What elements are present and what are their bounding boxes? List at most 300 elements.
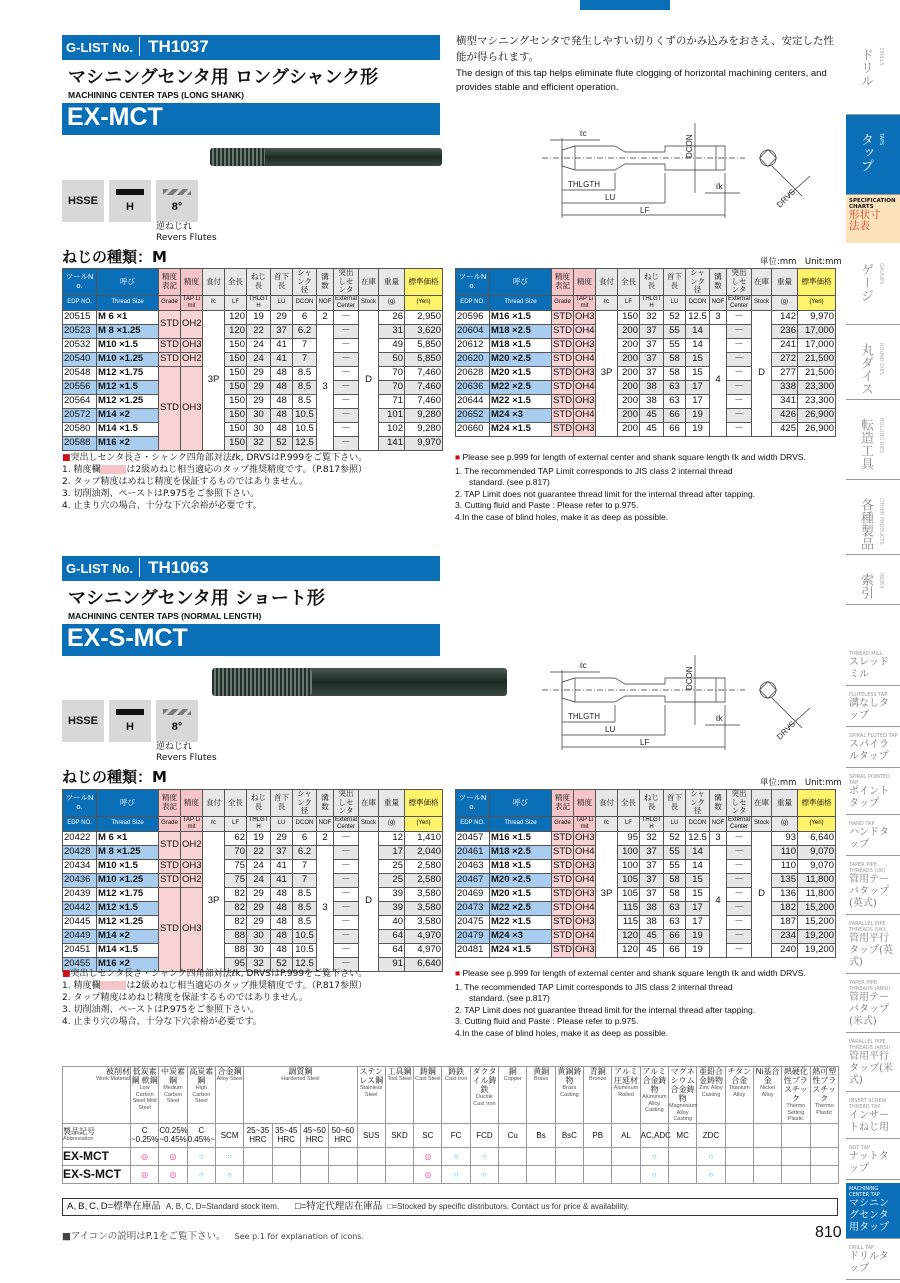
thread-length-cell: 37 xyxy=(640,859,664,873)
tap-limit-cell: OH4 xyxy=(575,409,595,420)
material-jp: 亜鉛合金鋳物 xyxy=(698,1067,723,1085)
external-center-cell: － xyxy=(727,310,752,324)
grade-cell: STD xyxy=(553,409,572,420)
external-center-cell: － xyxy=(727,831,752,845)
column-header-en: Grade xyxy=(159,816,181,831)
thread-size-cell: M24 ×3 xyxy=(490,408,552,422)
thread-size-cell: M 8 ×1.25 xyxy=(97,845,159,859)
double-circle-icon: ◎ xyxy=(414,1147,442,1165)
sidebar-item-label: 各種製品 xyxy=(858,498,873,550)
overall-length-cell: 100 xyxy=(618,845,640,859)
edp-number-cell: 20604 xyxy=(456,324,490,338)
edp-number-cell: 20479 xyxy=(456,929,490,943)
column-header-en: NOF xyxy=(710,816,727,831)
circle-icon: ○ xyxy=(187,1147,215,1165)
column-header: シャンク径 xyxy=(686,269,710,296)
empty-cell xyxy=(584,1165,612,1183)
empty-cell xyxy=(357,1165,385,1183)
column-header: 重量 xyxy=(379,269,405,296)
column-header-en: TAP Limit xyxy=(574,816,596,831)
overall-length-cell: 150 xyxy=(225,380,247,394)
overall-length-cell: 105 xyxy=(618,873,640,887)
column-header: 突出しセンタ xyxy=(334,269,359,296)
material-en: Ductile Cast Iron xyxy=(473,1094,496,1107)
tolerance-icon-h xyxy=(109,700,151,742)
material-en: Thermo Setting Plastic xyxy=(786,1103,806,1122)
neck-length-cell: 55 xyxy=(664,845,686,859)
table-header-row xyxy=(456,790,836,817)
overall-length-cell: 62 xyxy=(225,831,247,845)
sidebar-item-label: ゲージ xyxy=(858,263,873,302)
table-row xyxy=(456,859,836,873)
price-cell: 19,200 xyxy=(798,929,836,943)
price-cell: 3,620 xyxy=(405,324,443,338)
material-icon-hsse: HSSE xyxy=(62,180,104,222)
red-square-icon: ■ xyxy=(62,969,71,979)
price-cell: 26,900 xyxy=(798,422,836,436)
material-header xyxy=(668,1067,696,1124)
sidebar-sub-en: PARALLEL PIPE THREADS (ANSI) xyxy=(849,1039,891,1051)
material-en: Aluminum Alloy Casting xyxy=(642,1094,667,1113)
abbr-jp: 製品記号 xyxy=(63,1127,95,1137)
sidebar-item-round-dies[interactable] xyxy=(846,325,900,400)
pink-box-legend xyxy=(100,981,126,990)
material-header xyxy=(244,1067,357,1124)
overall-length-cell: 200 xyxy=(618,394,640,408)
edp-number-cell: 20434 xyxy=(63,859,97,873)
material-en: High Carbon Steel xyxy=(192,1085,211,1104)
merged-cell: D xyxy=(752,310,772,436)
neck-length-cell: 66 xyxy=(664,929,686,943)
abbr-en: Abbreviation xyxy=(63,1136,94,1143)
overall-length-cell: 150 xyxy=(225,436,247,450)
shank-diameter-cell: 19 xyxy=(686,422,710,436)
neck-length-cell: 48 xyxy=(271,943,293,957)
spec-charts-en: SPECIFICATION CHARTS xyxy=(849,198,896,210)
thread-length-cell: 30 xyxy=(247,422,271,436)
overall-length-cell: 120 xyxy=(618,929,640,943)
column-header: 在庫 xyxy=(359,790,379,817)
price-cell: 4,970 xyxy=(405,943,443,957)
material-en: Nickel Alloy xyxy=(760,1085,776,1098)
sidebar-sub-spiral-pointed-tap[interactable] xyxy=(846,771,900,815)
sidebar-sub-hand-tap[interactable] xyxy=(846,818,900,856)
shank-diameter-cell: 10.5 xyxy=(293,408,317,422)
edp-number-cell: 20461 xyxy=(456,845,490,859)
flute-icon xyxy=(156,700,217,764)
material-abbr: Cu xyxy=(499,1123,527,1147)
material-header xyxy=(640,1067,668,1124)
price-cell: 9,070 xyxy=(798,845,836,859)
column-header-en: Thread Size xyxy=(490,816,552,831)
thread-size-cell: M18 ×1.5 xyxy=(490,859,552,873)
flute-angle: 8° xyxy=(171,721,183,733)
edp-number-cell: 20612 xyxy=(456,338,490,352)
thread-size-cell: M 6 ×1 xyxy=(97,310,159,324)
price-cell: 17,000 xyxy=(798,324,836,338)
sidebar-sub-jp: 管用テーパタップ(米式) xyxy=(849,992,889,1027)
table-row xyxy=(63,408,443,422)
column-header: 食付 xyxy=(596,790,618,817)
table-row xyxy=(456,845,836,859)
column-header: 標準価格 xyxy=(798,790,836,817)
table-header-row xyxy=(63,269,443,296)
sidebar-item-drills[interactable] xyxy=(846,30,900,115)
stock-legend-en: A, B, C, D=Standard stock item. xyxy=(165,1202,280,1211)
price-cell: 6,640 xyxy=(405,957,443,971)
table-row xyxy=(456,887,836,901)
shank-diameter-cell: 14 xyxy=(686,324,710,338)
table-row xyxy=(63,380,443,394)
shank-diameter-cell: 15 xyxy=(686,352,710,366)
column-header-en: External Center xyxy=(335,816,358,830)
note-n3: 3. Cutting fluid and Paste : Please refer to p.975. xyxy=(455,500,639,510)
grade-cell: STD xyxy=(553,381,572,392)
column-header: ツールNo. xyxy=(63,790,97,817)
sidebar-sub-en: NUT TAP xyxy=(849,1145,871,1151)
edp-number-cell: 20473 xyxy=(456,901,490,915)
weight-cell: 25 xyxy=(379,859,405,873)
sidebar-sub-nut-tap[interactable] xyxy=(846,1142,900,1180)
neck-length-cell: 66 xyxy=(664,943,686,957)
thread-size-cell: M12 ×1.25 xyxy=(97,915,159,929)
material-header xyxy=(159,1067,187,1124)
column-header-en: LU xyxy=(271,295,293,310)
thread-size-cell: M20 ×1.5 xyxy=(490,366,552,380)
column-header-en: EDP NO. xyxy=(456,816,490,831)
thread-length-cell: 45 xyxy=(640,943,664,957)
edp-number-cell: 20596 xyxy=(456,310,490,324)
thread-length-cell: 32 xyxy=(247,957,271,971)
grade-cell: STD xyxy=(160,353,179,364)
table-row xyxy=(63,859,443,873)
sidebar-sub-en: PARALLEL PIPE THREADS (UK) xyxy=(849,921,886,933)
overall-length-cell: 75 xyxy=(225,873,247,887)
merged-cell: 2 xyxy=(317,831,334,845)
neck-length-cell: 63 xyxy=(664,915,686,929)
spec-table xyxy=(455,268,836,437)
note-n2: 2. タップ精度はめねじ精度を保証するものではありません。 xyxy=(62,993,308,1003)
material-jp: 黄銅鋳物 xyxy=(557,1067,582,1085)
overall-length-cell: 100 xyxy=(618,859,640,873)
sidebar-sub-spiral-fluted-tap[interactable] xyxy=(846,730,900,768)
sidebar-sub-en: THREAD MILL xyxy=(849,651,883,657)
tap-limit-cell: OH4 xyxy=(575,325,595,336)
tap-limit-cell: OH3 xyxy=(181,887,203,971)
grade-cell: STD xyxy=(553,874,572,885)
thread-size-cell: M12 ×1.5 xyxy=(97,380,159,394)
price-cell: 11,800 xyxy=(798,873,836,887)
external-center-cell: － xyxy=(727,394,752,408)
external-center-cell: － xyxy=(334,380,359,394)
sidebar-sub-drill-tap[interactable] xyxy=(846,1242,900,1280)
external-center-cell: － xyxy=(334,338,359,352)
note-1 xyxy=(62,980,447,992)
column-header-en: DCON xyxy=(293,295,317,310)
material-jp: 熱硬化性プラスチック xyxy=(783,1067,808,1103)
empty-cell xyxy=(584,1147,612,1165)
shank-diameter-cell: 7 xyxy=(293,873,317,887)
tap-limit-cell: OH3 xyxy=(575,916,595,927)
sidebar-item-index[interactable] xyxy=(846,555,900,605)
flute-type-en: Revers Flutes xyxy=(156,753,217,763)
sidebar-sub-taper-pipe-threads-ansi-[interactable] xyxy=(846,977,900,1033)
diagram-lu: LU xyxy=(605,725,616,734)
tap-limit-cell: OH4 xyxy=(575,902,595,913)
price-cell: 15,200 xyxy=(798,901,836,915)
note-head xyxy=(62,452,447,464)
price-cell: 2,950 xyxy=(405,310,443,324)
grade-cell: STD xyxy=(553,367,572,378)
tap-limit-cell: OH3 xyxy=(575,423,595,434)
thread-size-cell: M 8 ×1.25 xyxy=(97,324,159,338)
tap-limit-cell: OH3 xyxy=(182,339,202,350)
column-header-en: (Yen) xyxy=(405,295,443,310)
external-center-cell: － xyxy=(727,366,752,380)
shank-diameter-cell: 14 xyxy=(686,845,710,859)
overall-length-cell: 150 xyxy=(225,394,247,408)
table-row xyxy=(456,901,836,915)
edp-number-cell: 20449 xyxy=(63,929,97,943)
price-cell: 4,970 xyxy=(405,929,443,943)
circle-icon: ○ xyxy=(442,1147,470,1165)
grade-cell: STD xyxy=(159,831,181,859)
external-center-cell: － xyxy=(334,366,359,380)
sidebar-nav xyxy=(846,0,900,1272)
sidebar-item-other-products[interactable] xyxy=(846,480,900,555)
column-header: 溝数 xyxy=(317,269,334,296)
external-center-cell: － xyxy=(334,352,359,366)
notes-en xyxy=(455,452,838,523)
sidebar-sub-parallel-pipe-threads-ansi-[interactable] xyxy=(846,1036,900,1092)
merged-cell: 3 xyxy=(317,324,334,450)
price-cell: 21,500 xyxy=(798,366,836,380)
overall-length-cell: 120 xyxy=(618,943,640,957)
sidebar-spec-charts[interactable] xyxy=(846,195,900,243)
sidebar-item-en: GAUGES xyxy=(878,263,884,285)
grade-cell: STD xyxy=(160,860,179,871)
grade-cell: STD xyxy=(553,353,572,364)
material-en: Hardened Steel xyxy=(281,1076,320,1082)
thread-length-cell: 38 xyxy=(640,915,664,929)
sidebar-sub-thread-mill[interactable] xyxy=(846,648,900,686)
column-header: 呼び xyxy=(97,790,159,817)
thread-length-cell: 22 xyxy=(247,845,271,859)
grade-cell: STD xyxy=(160,339,179,350)
weight-cell: 40 xyxy=(379,915,405,929)
tap-limit-cell: OH4 xyxy=(575,353,595,364)
weight-cell: 91 xyxy=(379,957,405,971)
column-header-en: DCON xyxy=(293,816,317,831)
external-center-cell: － xyxy=(334,831,359,845)
column-header: ねじ長 xyxy=(247,790,271,817)
note-head xyxy=(62,968,447,980)
column-header-en: NOF xyxy=(317,816,334,831)
shank-diameter-cell: 8.5 xyxy=(293,366,317,380)
column-header: 全長 xyxy=(618,269,640,296)
diagram-lu: LU xyxy=(605,193,616,202)
weight-cell: 187 xyxy=(772,915,798,929)
column-header-en: EDP NO. xyxy=(63,295,97,310)
price-cell: 23,300 xyxy=(798,380,836,394)
thread-length-cell: 45 xyxy=(640,422,664,436)
column-header-en: Stock xyxy=(359,295,379,310)
tap-dimension-diagram xyxy=(540,650,830,759)
sidebar-item-en: TAPS xyxy=(878,133,884,146)
thread-size-cell: M22 ×2.5 xyxy=(490,380,552,394)
note-n2: 2. TAP Limit does not guarantee thread limit for the internal thread after tapping. xyxy=(455,1004,756,1015)
column-header-en: LF xyxy=(225,816,247,831)
shank-diameter-cell: 8.5 xyxy=(293,394,317,408)
sidebar-sub-parallel-pipe-threads-uk-[interactable] xyxy=(846,918,900,974)
product-name: EX-MCT xyxy=(67,103,163,131)
thread-size-cell: M10 ×1.25 xyxy=(97,873,159,887)
column-header-en: LF xyxy=(618,816,640,831)
column-header: シャンク径 xyxy=(686,790,710,817)
product-row xyxy=(63,1165,839,1183)
thread-size-cell: M 6 ×1 xyxy=(97,831,159,845)
external-center-cell: － xyxy=(334,873,359,887)
table-row xyxy=(63,394,443,408)
grade-cell: STD xyxy=(553,860,572,871)
material-jp: 工具鋼 xyxy=(387,1067,412,1076)
notes-en xyxy=(455,968,838,1039)
thread-length-cell: 24 xyxy=(247,338,271,352)
weight-cell: 25 xyxy=(379,873,405,887)
grade-cell: STD xyxy=(553,846,572,857)
sidebar-item-gauges[interactable] xyxy=(846,245,900,325)
thread-length-cell: 22 xyxy=(247,324,271,338)
product-header-ex-mct xyxy=(62,35,440,135)
overall-length-cell: 70 xyxy=(225,845,247,859)
neck-length-cell: 48 xyxy=(271,380,293,394)
weight-cell: 70 xyxy=(379,380,405,394)
overall-length-cell: 150 xyxy=(225,338,247,352)
sidebar-sub-en: TAPER PIPE THREADS (UK) xyxy=(849,862,886,874)
material-header xyxy=(725,1067,753,1124)
sidebar-item-label: 丸ダイス xyxy=(858,343,873,395)
weight-cell: 136 xyxy=(772,887,798,901)
material-jp: 熱可塑性プラスチック xyxy=(812,1067,837,1103)
column-header: 溝数 xyxy=(710,269,727,296)
column-header: 重量 xyxy=(772,790,798,817)
sidebar-sub-fluteless-tap[interactable] xyxy=(846,689,900,727)
shank-diameter-cell: 8.5 xyxy=(293,887,317,901)
column-header: ねじ長 xyxy=(640,269,664,296)
sidebar-sub-en: TAPER PIPE THREADS (ANSI) xyxy=(849,980,891,992)
price-cell: 19,200 xyxy=(798,943,836,957)
edp-number-cell: 20540 xyxy=(63,352,97,366)
column-header-en: Stock xyxy=(752,295,772,310)
merged-cell: D xyxy=(359,310,379,450)
sidebar-item-label: 索引 xyxy=(858,573,873,599)
price-cell: 9,970 xyxy=(798,310,836,324)
material-en: Tool Steel xyxy=(387,1076,412,1082)
material-abbr: 25~35 HRC xyxy=(244,1123,272,1147)
external-center-cell: － xyxy=(727,845,752,859)
sidebar-sub-insert-screw-thread-tap[interactable] xyxy=(846,1095,900,1139)
sidebar-item-en: OTHER PRODUCTS xyxy=(878,498,884,545)
sidebar-sub-en: MACHINING CENTER TAP xyxy=(849,1186,880,1198)
note-head xyxy=(455,452,838,464)
sidebar-item-taps[interactable] xyxy=(846,115,900,195)
weight-cell: 50 xyxy=(379,352,405,366)
sidebar-sub-list xyxy=(846,648,900,1283)
spec-charts-jp: 形状寸法表 xyxy=(849,209,881,232)
thread-size-cell: M20 ×2.5 xyxy=(490,873,552,887)
neck-length-cell: 29 xyxy=(271,831,293,845)
empty-cell xyxy=(272,1147,300,1165)
empty-cell xyxy=(385,1147,413,1165)
material-jp: アルミ圧延材 xyxy=(614,1067,639,1085)
thread-length-cell: 45 xyxy=(640,408,664,422)
sidebar-sub-en: HAND TAP xyxy=(849,821,875,827)
glist-label xyxy=(66,558,209,578)
material-header xyxy=(555,1067,583,1124)
note-1a: 1. 精度欄 xyxy=(62,981,101,991)
neck-length-cell: 55 xyxy=(664,324,686,338)
work-material-table xyxy=(62,1066,839,1184)
neck-length-cell: 48 xyxy=(271,408,293,422)
material-abbr: SCM xyxy=(215,1123,243,1147)
shank-diameter-cell: 17 xyxy=(686,901,710,915)
column-header: 全長 xyxy=(618,790,640,817)
sidebar-sub-machining-center-tap[interactable] xyxy=(846,1183,900,1239)
empty-cell xyxy=(725,1165,753,1183)
thread-size-cell: M22 ×1.5 xyxy=(490,394,552,408)
tap-limit-cell: OH4 xyxy=(575,846,595,857)
overall-length-cell: 95 xyxy=(618,831,640,845)
table-row xyxy=(63,831,443,845)
sidebar-item-label: ドリル xyxy=(858,48,873,87)
weight-cell: 236 xyxy=(772,324,798,338)
material-icon-hsse: HSSE xyxy=(62,700,104,742)
shank-diameter-cell: 15 xyxy=(686,887,710,901)
price-cell: 2,580 xyxy=(405,859,443,873)
sidebar-sub-taper-pipe-threads-uk-[interactable] xyxy=(846,859,900,915)
external-center-cell: － xyxy=(334,929,359,943)
shank-diameter-cell: 8.5 xyxy=(293,915,317,929)
diagram-dcon: DCON xyxy=(685,666,694,690)
material-header xyxy=(499,1067,527,1124)
shank-diameter-cell: 6 xyxy=(293,310,317,324)
empty-cell xyxy=(329,1165,357,1183)
thread-size-cell: M22 ×1.5 xyxy=(490,915,552,929)
thread-size-cell: M24 ×1.5 xyxy=(490,422,552,436)
material-jp: 高炭素鋼 xyxy=(189,1067,214,1085)
neck-length-cell: 37 xyxy=(271,845,293,859)
empty-cell xyxy=(782,1147,810,1165)
sidebar-item-rolling-dies[interactable] xyxy=(846,400,900,480)
material-jp: 銅 xyxy=(508,1067,517,1076)
material-header xyxy=(442,1067,470,1124)
overall-length-cell: 120 xyxy=(225,310,247,324)
column-header-en: (Yen) xyxy=(798,816,836,831)
diagram-lc: ℓc xyxy=(580,661,587,670)
material-en: Magnesium Alloy Casting xyxy=(668,1103,698,1122)
edp-number-cell: 20652 xyxy=(456,408,490,422)
column-header: 精度表記 xyxy=(159,269,181,296)
note-head-text: Please see p.999 for length of external center and shank square length ℓk and width DRVS. xyxy=(462,968,806,978)
material-abbr: 50~60 HRC xyxy=(329,1123,357,1147)
circle-icon: ○ xyxy=(470,1165,498,1183)
page-number: 810 xyxy=(815,1224,842,1241)
column-header-en: (g) xyxy=(772,295,798,310)
shank-diameter-cell: 10.5 xyxy=(293,929,317,943)
thread-length-cell: 24 xyxy=(247,873,271,887)
sidebar-item-en: INDEX xyxy=(878,573,884,589)
corner-en: Work Material xyxy=(96,1076,130,1082)
